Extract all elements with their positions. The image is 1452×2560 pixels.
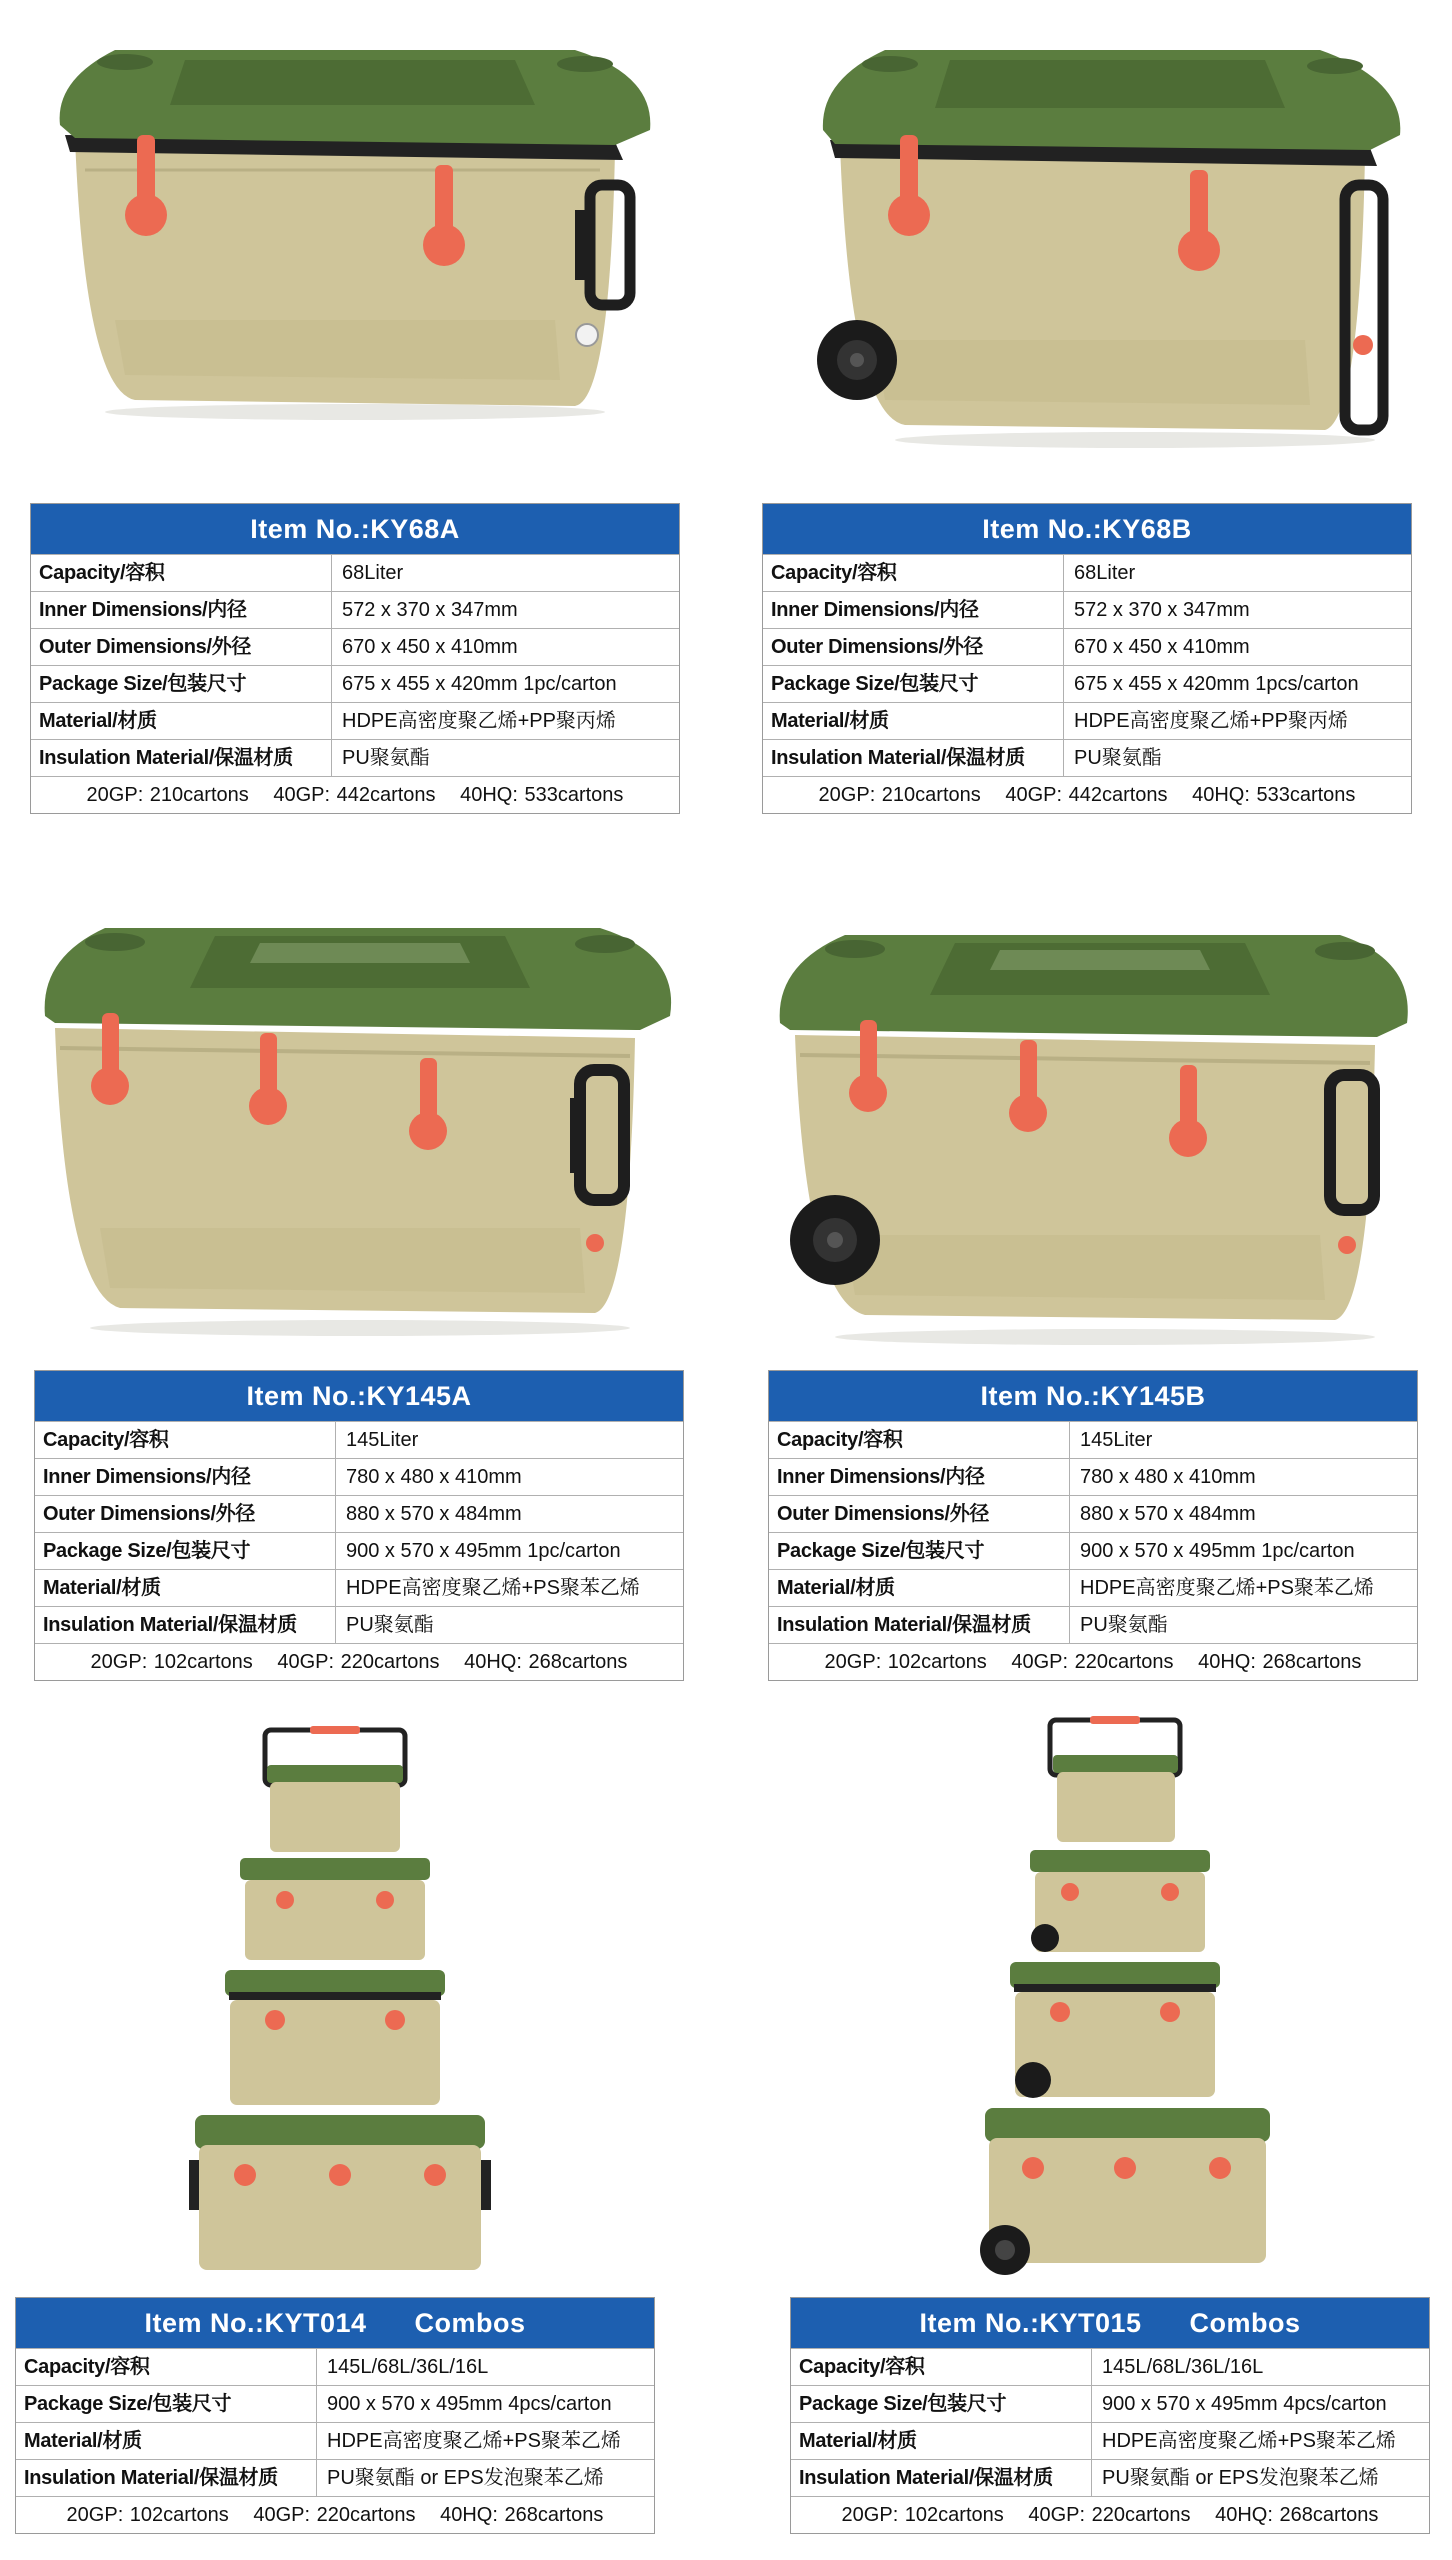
shipping-20gp: 20GP: 102cartons: [824, 1651, 987, 1673]
shipping-40gp: 40GP: 220cartons: [277, 1651, 440, 1673]
item-number: Item No.:KY145B: [769, 1371, 1417, 1421]
spec-row: Capacity/容积 145L/68L/36L/16L: [16, 2348, 654, 2385]
spec-row: Insulation Material/保温材质 PU聚氨酯 or EPS发泡聚苯乙烯: [16, 2459, 654, 2496]
wheel-icon: [817, 320, 897, 400]
shipping-40hq: 40HQ: 268cartons: [1198, 1651, 1362, 1673]
shipping-40gp: 40GP: 442cartons: [273, 784, 436, 806]
spec-row: Capacity/容积 145Liter: [769, 1421, 1417, 1458]
item-number: Item No.:KY68A: [31, 504, 679, 554]
spec-row: Outer Dimensions/外径 670 x 450 x 410mm: [763, 628, 1411, 665]
spec-row: Material/材质 HDPE高密度聚乙烯+PS聚苯乙烯: [35, 1569, 683, 1606]
combo-label: Combos: [414, 2308, 526, 2338]
spec-row: Package Size/包装尺寸 900 x 570 x 495mm 4pcs/carton: [791, 2385, 1429, 2422]
cooler-photo-ky68b: [815, 20, 1415, 450]
shipping-40hq: 40HQ: 533cartons: [460, 784, 624, 806]
item-number: [791, 2298, 1429, 2348]
spec-row: Material/材质 HDPE高密度聚乙烯+PS聚苯乙烯: [769, 1569, 1417, 1606]
spec-row: Material/材质 HDPE高密度聚乙烯+PS聚苯乙烯: [791, 2422, 1429, 2459]
shipping-40gp: 40GP: 442cartons: [1005, 784, 1168, 806]
spec-row: Outer Dimensions/外径 880 x 570 x 484mm: [769, 1495, 1417, 1532]
spec-row: Package Size/包装尺寸 675 x 455 x 420mm 1pcs/carton: [763, 665, 1411, 702]
spec-row: Insulation Material/保温材质 PU聚氨酯: [35, 1606, 683, 1643]
shipping-row: [769, 1643, 1417, 1680]
spec-row: Insulation Material/保温材质 PU聚氨酯: [769, 1606, 1417, 1643]
item-code: Item No.:KYT014: [144, 2308, 367, 2338]
spec-row: Inner Dimensions/内径 572 x 370 x 347mm: [763, 591, 1411, 628]
spec-table-kyt014: [15, 2297, 655, 2534]
spec-row: Package Size/包装尺寸 675 x 455 x 420mm 1pc/carton: [31, 665, 679, 702]
spec-row: Package Size/包装尺寸 900 x 570 x 495mm 4pcs/carton: [16, 2385, 654, 2422]
shipping-40hq: 40HQ: 268cartons: [440, 2504, 604, 2526]
spec-table-ky145a: [34, 1370, 684, 1681]
spec-row: Insulation Material/保温材质 PU聚氨酯: [31, 739, 679, 776]
spec-table-kyt015: [790, 2297, 1430, 2534]
item-number: [16, 2298, 654, 2348]
shipping-40hq: 40HQ: 268cartons: [464, 1651, 628, 1673]
shipping-row: [16, 2496, 654, 2533]
spec-row: Insulation Material/保温材质 PU聚氨酯 or EPS发泡聚苯乙烯: [791, 2459, 1429, 2496]
spec-row: Package Size/包装尺寸 900 x 570 x 495mm 1pc/carton: [35, 1532, 683, 1569]
spec-row: Capacity/容积 145L/68L/36L/16L: [791, 2348, 1429, 2385]
spec-row: Package Size/包装尺寸 900 x 570 x 495mm 1pc/carton: [769, 1532, 1417, 1569]
spec-row: Capacity/容积 68Liter: [31, 554, 679, 591]
spec-row: Material/材质 HDPE高密度聚乙烯+PP聚丙烯: [31, 702, 679, 739]
shipping-20gp: 20GP: 102cartons: [66, 2504, 229, 2526]
shipping-row: [35, 1643, 683, 1680]
item-number: Item No.:KY145A: [35, 1371, 683, 1421]
wheel-icon: [790, 1195, 880, 1285]
spec-row: Material/材质 HDPE高密度聚乙烯+PS聚苯乙烯: [16, 2422, 654, 2459]
shipping-20gp: 20GP: 102cartons: [90, 1651, 253, 1673]
shipping-20gp: 20GP: 210cartons: [818, 784, 981, 806]
shipping-40gp: 40GP: 220cartons: [1011, 1651, 1174, 1673]
spec-row: Inner Dimensions/内径 780 x 480 x 410mm: [769, 1458, 1417, 1495]
cooler-stack-photo-kyt015: [965, 1710, 1275, 2280]
spec-row: Capacity/容积 145Liter: [35, 1421, 683, 1458]
shipping-40gp: 40GP: 220cartons: [1028, 2504, 1191, 2526]
shipping-40gp: 40GP: 220cartons: [253, 2504, 416, 2526]
spec-row: Insulation Material/保温材质 PU聚氨酯: [763, 739, 1411, 776]
shipping-20gp: 20GP: 210cartons: [86, 784, 249, 806]
shipping-row: [791, 2496, 1429, 2533]
spec-row: Capacity/容积 68Liter: [763, 554, 1411, 591]
shipping-row: [763, 776, 1411, 813]
cooler-photo-ky68a: [55, 20, 675, 420]
spec-row: Inner Dimensions/内径 780 x 480 x 410mm: [35, 1458, 683, 1495]
cooler-stack-photo-kyt014: [185, 1720, 495, 2280]
shipping-40hq: 40HQ: 533cartons: [1192, 784, 1356, 806]
spec-table-ky145b: [768, 1370, 1418, 1681]
shipping-row: [31, 776, 679, 813]
spec-table-ky68b: [762, 503, 1412, 814]
spec-row: Inner Dimensions/内径 572 x 370 x 347mm: [31, 591, 679, 628]
item-code: Item No.:KYT015: [919, 2308, 1142, 2338]
combo-label: Combos: [1189, 2308, 1301, 2338]
cooler-photo-ky145a: [40, 898, 680, 1338]
shipping-40hq: 40HQ: 268cartons: [1215, 2504, 1379, 2526]
cooler-photo-ky145b: [775, 905, 1415, 1345]
spec-table-ky68a: [30, 503, 680, 814]
spec-row: Outer Dimensions/外径 880 x 570 x 484mm: [35, 1495, 683, 1532]
spec-row: Outer Dimensions/外径 670 x 450 x 410mm: [31, 628, 679, 665]
spec-row: Material/材质 HDPE高密度聚乙烯+PP聚丙烯: [763, 702, 1411, 739]
shipping-20gp: 20GP: 102cartons: [841, 2504, 1004, 2526]
item-number: Item No.:KY68B: [763, 504, 1411, 554]
